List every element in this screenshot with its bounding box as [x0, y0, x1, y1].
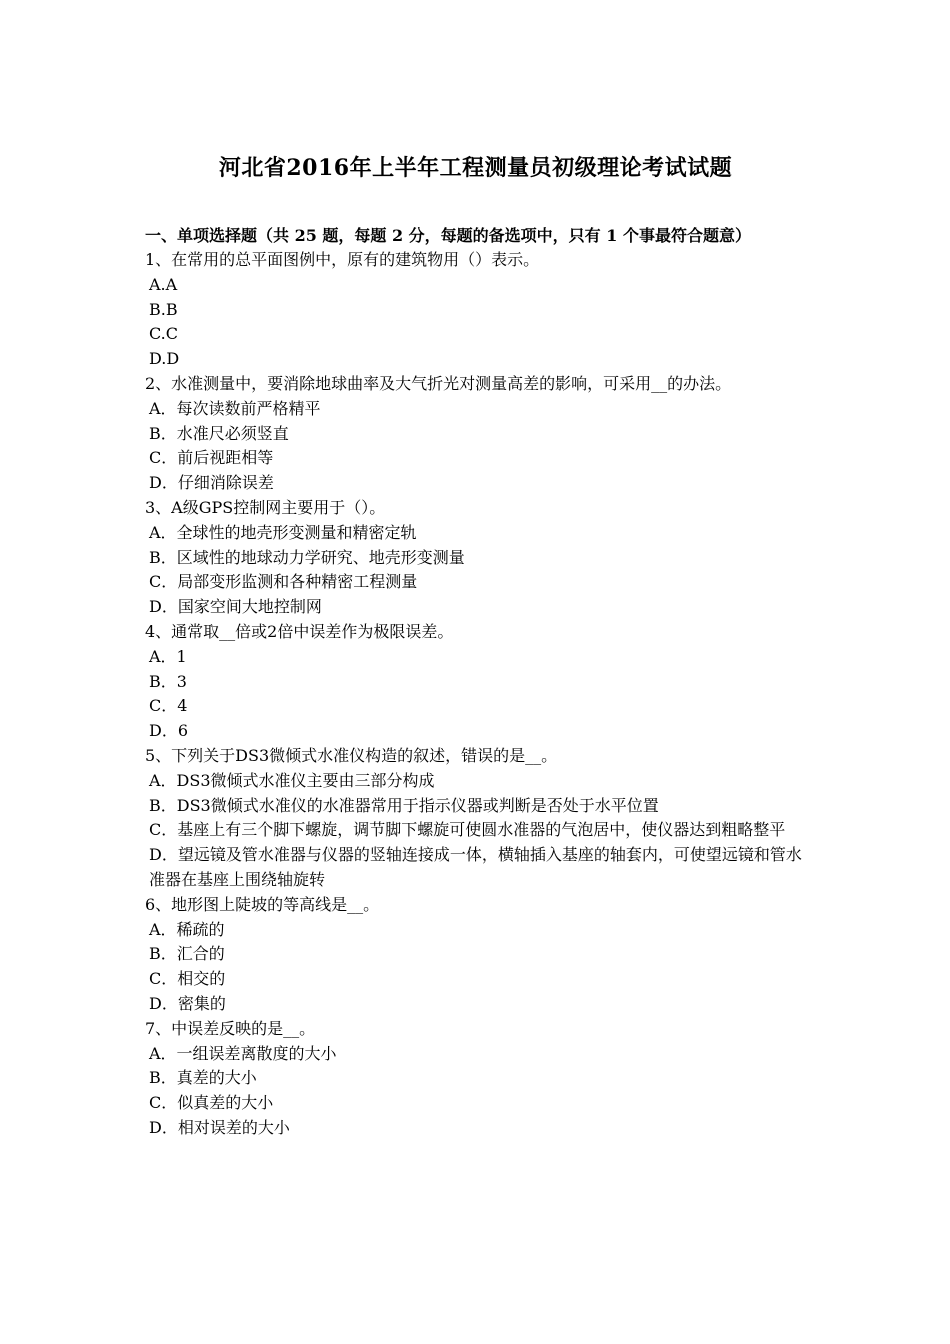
- question-2: [145, 372, 810, 496]
- option-a: A.A: [149, 274, 178, 294]
- option-d: D．望远镜及管水准器与仪器的竖轴连接成一体，横轴插入基座的轴套内，可使望远镜和管水准器在基座上围绕轴旋转: [149, 845, 802, 889]
- question-1: [145, 248, 810, 372]
- option-b: B.B: [149, 299, 178, 319]
- question-text: 1、在常用的总平面图例中，原有的建筑物用（）表示。: [145, 250, 540, 269]
- question-6: [145, 893, 810, 1017]
- section-heading: 一、单项选择题（共 25 题，每题 2 分，每题的备选项中，只有 1 个事最符合题意）: [145, 226, 751, 245]
- option-b: B．真差的大小: [149, 1068, 257, 1088]
- question-text: 3、A级GPS控制网主要用于（）。: [145, 497, 386, 517]
- option-c: C．似真差的大小: [149, 1093, 274, 1113]
- question-text: 6、地形图上陡坡的等高线是__。: [145, 894, 380, 914]
- option-c: C.C: [149, 324, 178, 344]
- question-4: [145, 620, 810, 744]
- option-c: C．4: [149, 696, 188, 716]
- question-text: 5、下列关于DS3微倾式水准仪构造的叙述，错误的是__。: [145, 745, 558, 765]
- question-5: [145, 744, 810, 893]
- option-a: A．稀疏的: [149, 919, 225, 939]
- option-b: B．水准尺必须竖直: [149, 423, 289, 443]
- option-c: C．局部变形监测和各种精密工程测量: [149, 572, 418, 592]
- option-a: A．全球性的地壳形变测量和精密定轨: [149, 522, 417, 542]
- question-text: 4、通常取__倍或2倍中误差作为极限误差。: [145, 621, 454, 641]
- question-3: [145, 496, 810, 620]
- question-text: 2、水准测量中，要消除地球曲率及大气折光对测量高差的影响，可采用__的办法。: [145, 373, 732, 393]
- option-a: A．每次读数前严格精平: [149, 398, 321, 418]
- document-page: [145, 152, 810, 1141]
- option-d: D．国家空间大地控制网: [149, 597, 322, 617]
- option-a: A．DS3微倾式水准仪主要由三部分构成: [149, 770, 435, 790]
- option-b: B．DS3微倾式水准仪的水准器常用于指示仪器或判断是否处于水平位置: [149, 795, 659, 815]
- option-b: B．3: [149, 671, 187, 691]
- option-c: C．前后视距相等: [149, 448, 274, 468]
- option-a: A．一组误差离散度的大小: [149, 1043, 337, 1063]
- option-b: B．汇合的: [149, 944, 225, 964]
- question-7: [145, 1017, 810, 1141]
- option-b: B．区域性的地球动力学研究、地壳形变测量: [149, 547, 465, 567]
- document-title: 河北省2016年上半年工程测量员初级理论考试试题: [218, 155, 733, 181]
- option-c: C．基座上有三个脚下螺旋，调节脚下螺旋可使圆水准器的气泡居中，使仪器达到粗略整平: [149, 820, 786, 840]
- question-text: 7、中误差反映的是__。: [145, 1018, 316, 1038]
- option-c: C．相交的: [149, 969, 226, 989]
- option-d: D.D: [149, 349, 180, 369]
- option-a: A．1: [149, 646, 187, 666]
- option-d: D．6: [149, 721, 189, 741]
- option-d: D．密集的: [149, 993, 226, 1013]
- option-d: D．仔细消除误差: [149, 473, 274, 493]
- option-d: D．相对误差的大小: [149, 1117, 290, 1137]
